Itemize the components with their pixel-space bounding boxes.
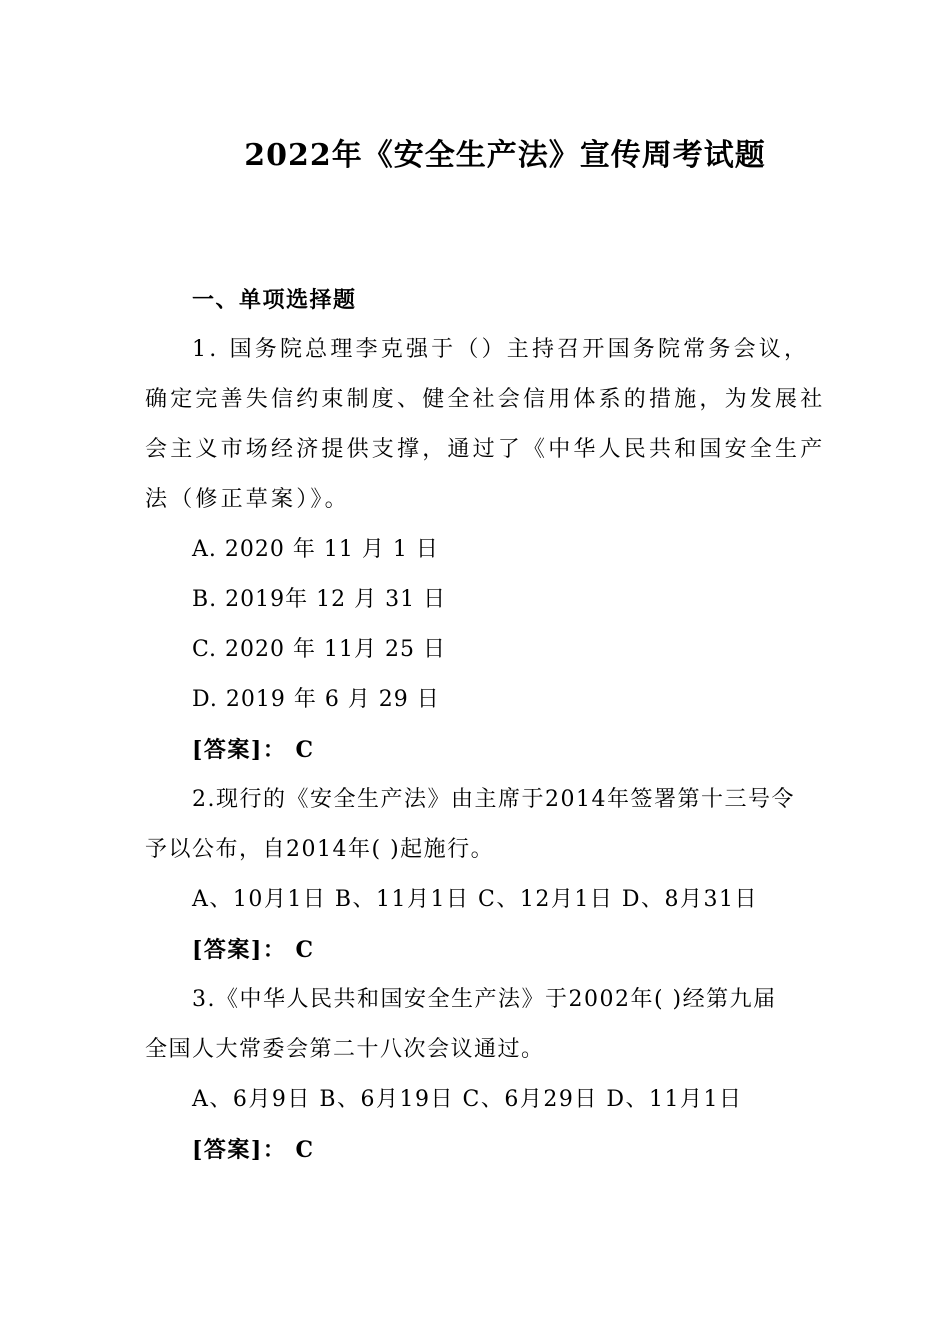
question-1-option-d: D. 2019 年 6 月 29 日 [192,687,440,712]
question-1-option-a: A. 2020 年 11 月 1 日 [192,537,439,562]
question-3-line-1: 3.《中华人民共和国安全生产法》于2002年( )经第九届 [192,987,777,1012]
question-1-option-b: B. 2019年 12 月 31 日 [192,587,447,612]
question-3-line-2: 全国人大常委会第二十八次会议通过。 [145,1037,545,1062]
section-heading: 一、单项选择题 [192,287,357,313]
question-2-options: A、10月1日 B、11月1日 C、12月1日 D、8月31日 [192,887,758,912]
question-1-line-1: 1. 国务院总理李克强于（）主持召开国务院常务会议， [192,337,810,362]
question-1-line-2: 确定完善失信约束制度、健全社会信用体系的措施，为发展社 [145,387,826,412]
question-2-line-1: 2.现行的《安全生产法》由主席于2014年签署第十三号令 [192,787,795,812]
document-title: 2022年《安全生产法》宣传周考试题 [244,138,766,173]
question-1-answer: [答案]： C [192,737,315,763]
question-3-answer: [答案]： C [192,1137,315,1163]
question-1-option-c: C. 2020 年 11月 25 日 [192,637,446,662]
question-1-line-3: 会主义市场经济提供支撑，通过了《中华人民共和国安全生产 [145,437,826,462]
question-1-line-4: 法（修正草案）》。 [145,487,350,512]
question-2-answer: [答案]： C [192,937,315,963]
question-3-options: A、6月9日 B、6月19日 C、6月29日 D、11月1日 [192,1087,743,1112]
question-2-line-2: 予以公布，自2014年( )起施行。 [145,837,495,862]
